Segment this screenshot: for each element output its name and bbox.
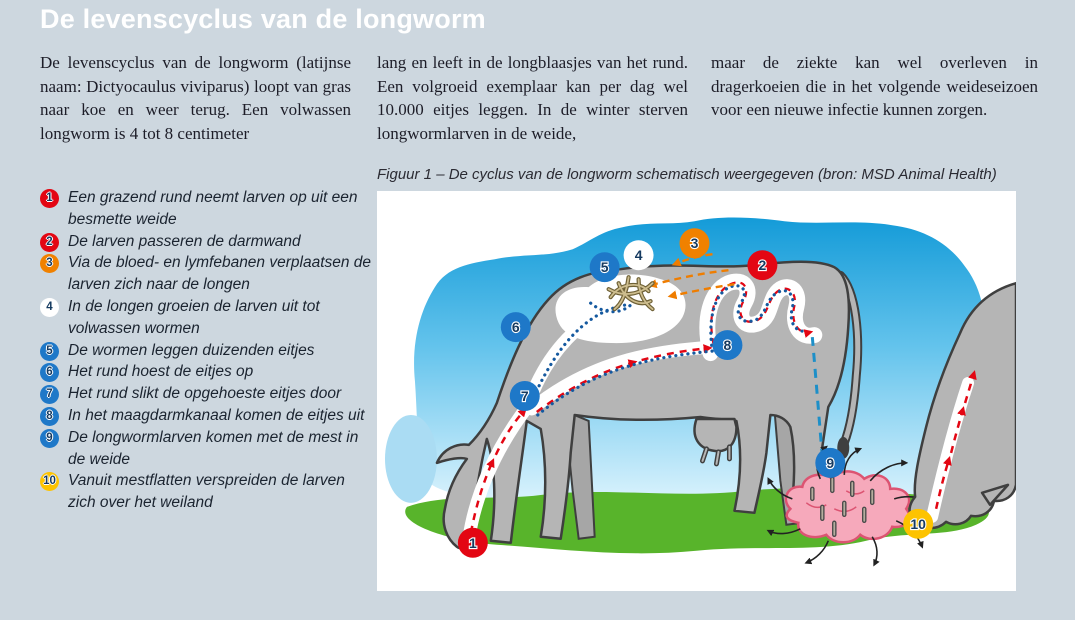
step-badge: 2: [40, 233, 59, 252]
page-title: De levenscyclus van de longworm: [40, 4, 486, 34]
diagram-badge-number: 10: [910, 515, 926, 532]
list-item: [40, 361, 375, 383]
step-text: In het maagdarmkanaal komen de eitjes uit: [68, 406, 365, 424]
diagram-badge-number: 2: [758, 257, 767, 274]
article-body: [40, 51, 1038, 145]
list-item: [40, 340, 375, 362]
step-text: De wormen leggen duizenden eitjes: [68, 341, 315, 359]
list-item: [40, 405, 375, 427]
step-text: De larven passeren de darmwand: [68, 232, 301, 250]
step-badge: 6: [40, 363, 59, 382]
step-badge: 4: [40, 298, 59, 317]
step-text: In de longen groeien de larven uit tot volwassen wormen: [68, 297, 320, 337]
step-text: Via de bloed- en lymfebanen verplaatsen de larven zich naar de longen: [68, 254, 372, 294]
step-legend: [40, 187, 375, 514]
list-item: [40, 470, 375, 514]
step-text: Een grazend rund neemt larven op uit een besmette weide: [68, 189, 358, 228]
diagram-badge-number: 6: [511, 319, 520, 336]
diagram-badge-number: 1: [468, 534, 477, 551]
step-badge: 3: [40, 254, 59, 273]
diagram-badge-number: 5: [600, 259, 609, 276]
figure-caption: Figuur 1 – De cyclus van de longworm schematisch weergegeven (bron: MSD Animal Health): [377, 166, 997, 183]
step-badge: 8: [40, 407, 59, 426]
step-text: Vanuit mestflatten verspreiden de larven zich over het weiland: [68, 472, 345, 512]
step-badge: 10: [40, 472, 59, 491]
step-badge: 7: [40, 385, 59, 404]
step-badge: 1: [40, 189, 59, 208]
diagram-badge-number: 3: [690, 235, 699, 252]
figure-diagram: [377, 191, 1016, 591]
list-item: [40, 187, 375, 231]
diagram-badge-number: 7: [520, 387, 529, 404]
list-item: [40, 296, 375, 340]
article-column-1: De levenscyclus van de longworm (latijnse naam: Dictyocaulus viviparus) loopt van gras naar koe en weer terug. Een volwassen longworm is 4 tot 8 centimeter: [40, 53, 351, 143]
step-text: Het rund hoest de eitjes op: [68, 363, 254, 381]
list-item: [40, 252, 375, 296]
article-column-2: lang en leeft in de longblaasjes van het rund. Een volgroeid exemplaar kan per dag wel 10.000 eitjes leggen. In de winter sterven longwormlarven in de weide,: [377, 53, 688, 143]
diagram-badge-number: 8: [723, 337, 732, 354]
lungworm-cycle-illustration: [377, 191, 1016, 591]
step-badge: 9: [40, 429, 59, 448]
list-item: [40, 427, 375, 471]
diagram-badge-number: 4: [634, 247, 643, 264]
step-text: De longwormlarven komen met de mest in de weide: [68, 428, 359, 468]
diagram-badge-number: 9: [826, 454, 835, 471]
list-item: [40, 231, 375, 253]
step-badge: 5: [40, 342, 59, 361]
article-column-3: maar de ziekte kan wel overleven in dragerkoeien die in het volgende weideseizoen voor een nieuwe infectie kunnen zorgen.: [711, 53, 1038, 119]
list-item: [40, 383, 375, 405]
step-text: Het rund slikt de opgehoeste eitjes door: [68, 385, 342, 403]
